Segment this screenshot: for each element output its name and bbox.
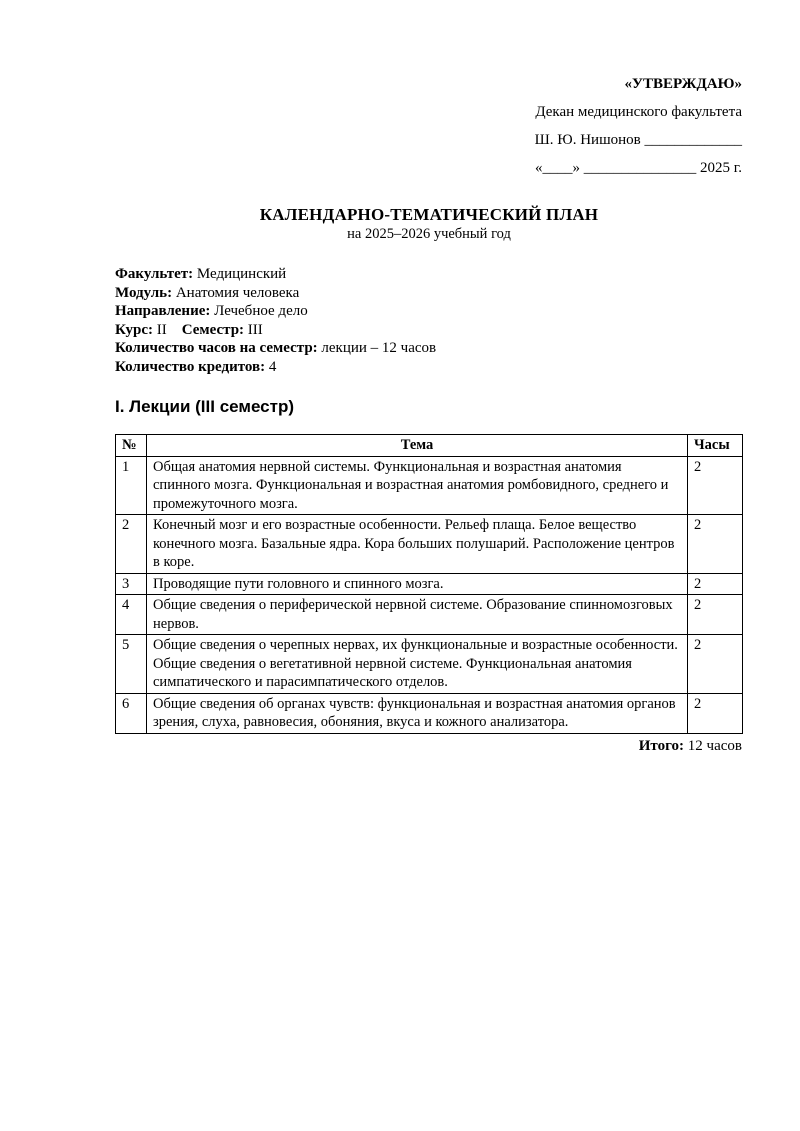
row-num: 5: [116, 635, 147, 694]
row-hours: 2: [688, 456, 743, 515]
approval-signer: Ш. Ю. Нишонов _____________: [534, 132, 742, 148]
document-title: КАЛЕНДАРНО-ТЕМАТИЧЕСКИЙ ПЛАН: [259, 205, 599, 224]
row-topic: Общие сведения о периферической нервной системе. Образование спинномозговых нервов.: [147, 595, 688, 635]
row-topic: Общие сведения об органах чувств: функциональная и возрастная анатомия органов зрения, слуха, равновесия, обоняния, вкуса и кожного анализатора.: [147, 693, 688, 733]
row-hours: 2: [688, 595, 743, 635]
header-num: №: [116, 435, 147, 457]
approval-heading: «УТВЕРЖДАЮ»: [624, 76, 742, 92]
total-label: Итого:: [638, 738, 685, 754]
table-header-row: [116, 435, 743, 457]
row-topic: Конечный мозг и его возрастные особенности. Рельеф плаща. Белое вещество конечного мозга. Базальные ядра. Кора больших полушарий. Расположение центров в коре.: [147, 515, 688, 574]
table-row: [116, 595, 743, 635]
table-row: [116, 635, 743, 694]
row-hours: 2: [688, 693, 743, 733]
row-hours: 2: [688, 635, 743, 694]
row-num: 3: [116, 573, 147, 595]
info-faculty: Факультет: Медицинский: [115, 266, 287, 282]
approval-position: Декан медицинского факультета: [535, 104, 742, 120]
document-subtitle: на 2025–2026 учебный год: [347, 226, 511, 242]
total-line: [639, 738, 742, 755]
row-hours: 2: [688, 573, 743, 595]
info-course-semester: Курс: II Семестр: III: [115, 321, 263, 338]
lecture-table: [115, 434, 743, 734]
info-hours: Количество часов на семестр: лекции – 12 часов: [115, 340, 437, 356]
row-num: 1: [116, 456, 147, 515]
row-num: 6: [116, 693, 147, 733]
header-hours: Часы: [688, 435, 743, 457]
approval-block: [535, 75, 742, 187]
table-row: [116, 693, 743, 733]
table-row: [116, 456, 743, 515]
row-num: 2: [116, 515, 147, 574]
approval-date-line: «____» _______________ 2025 г.: [535, 160, 742, 176]
row-topic: Общая анатомия нервной системы. Функциональная и возрастная анатомия спинного мозга. Функциональная и возрастная анатомия ромбовидного, среднего и промежуточного мозга.: [147, 456, 688, 515]
info-module: Модуль: Анатомия человека: [115, 284, 300, 301]
total-value: 12 часов: [687, 738, 742, 754]
header-topic: Тема: [147, 435, 688, 457]
table-row: [116, 573, 743, 595]
section-title: I. Лекции (III семестр): [115, 397, 295, 416]
table-row: [116, 515, 743, 574]
row-topic: Проводящие пути головного и спинного мозга.: [147, 573, 688, 595]
row-num: 4: [116, 595, 147, 635]
course-info: [115, 265, 436, 376]
row-hours: 2: [688, 515, 743, 574]
row-topic: Общие сведения о черепных нервах, их функциональные и возрастные особенности. Общие сведения о вегетативной нервной системе. Функциональная анатомия симпатического и парасимпатического отделов.: [147, 635, 688, 694]
title-block: [0, 205, 800, 243]
info-direction: Направление: Лечебное дело: [115, 303, 308, 319]
info-credits: Количество кредитов: 4: [115, 358, 277, 375]
